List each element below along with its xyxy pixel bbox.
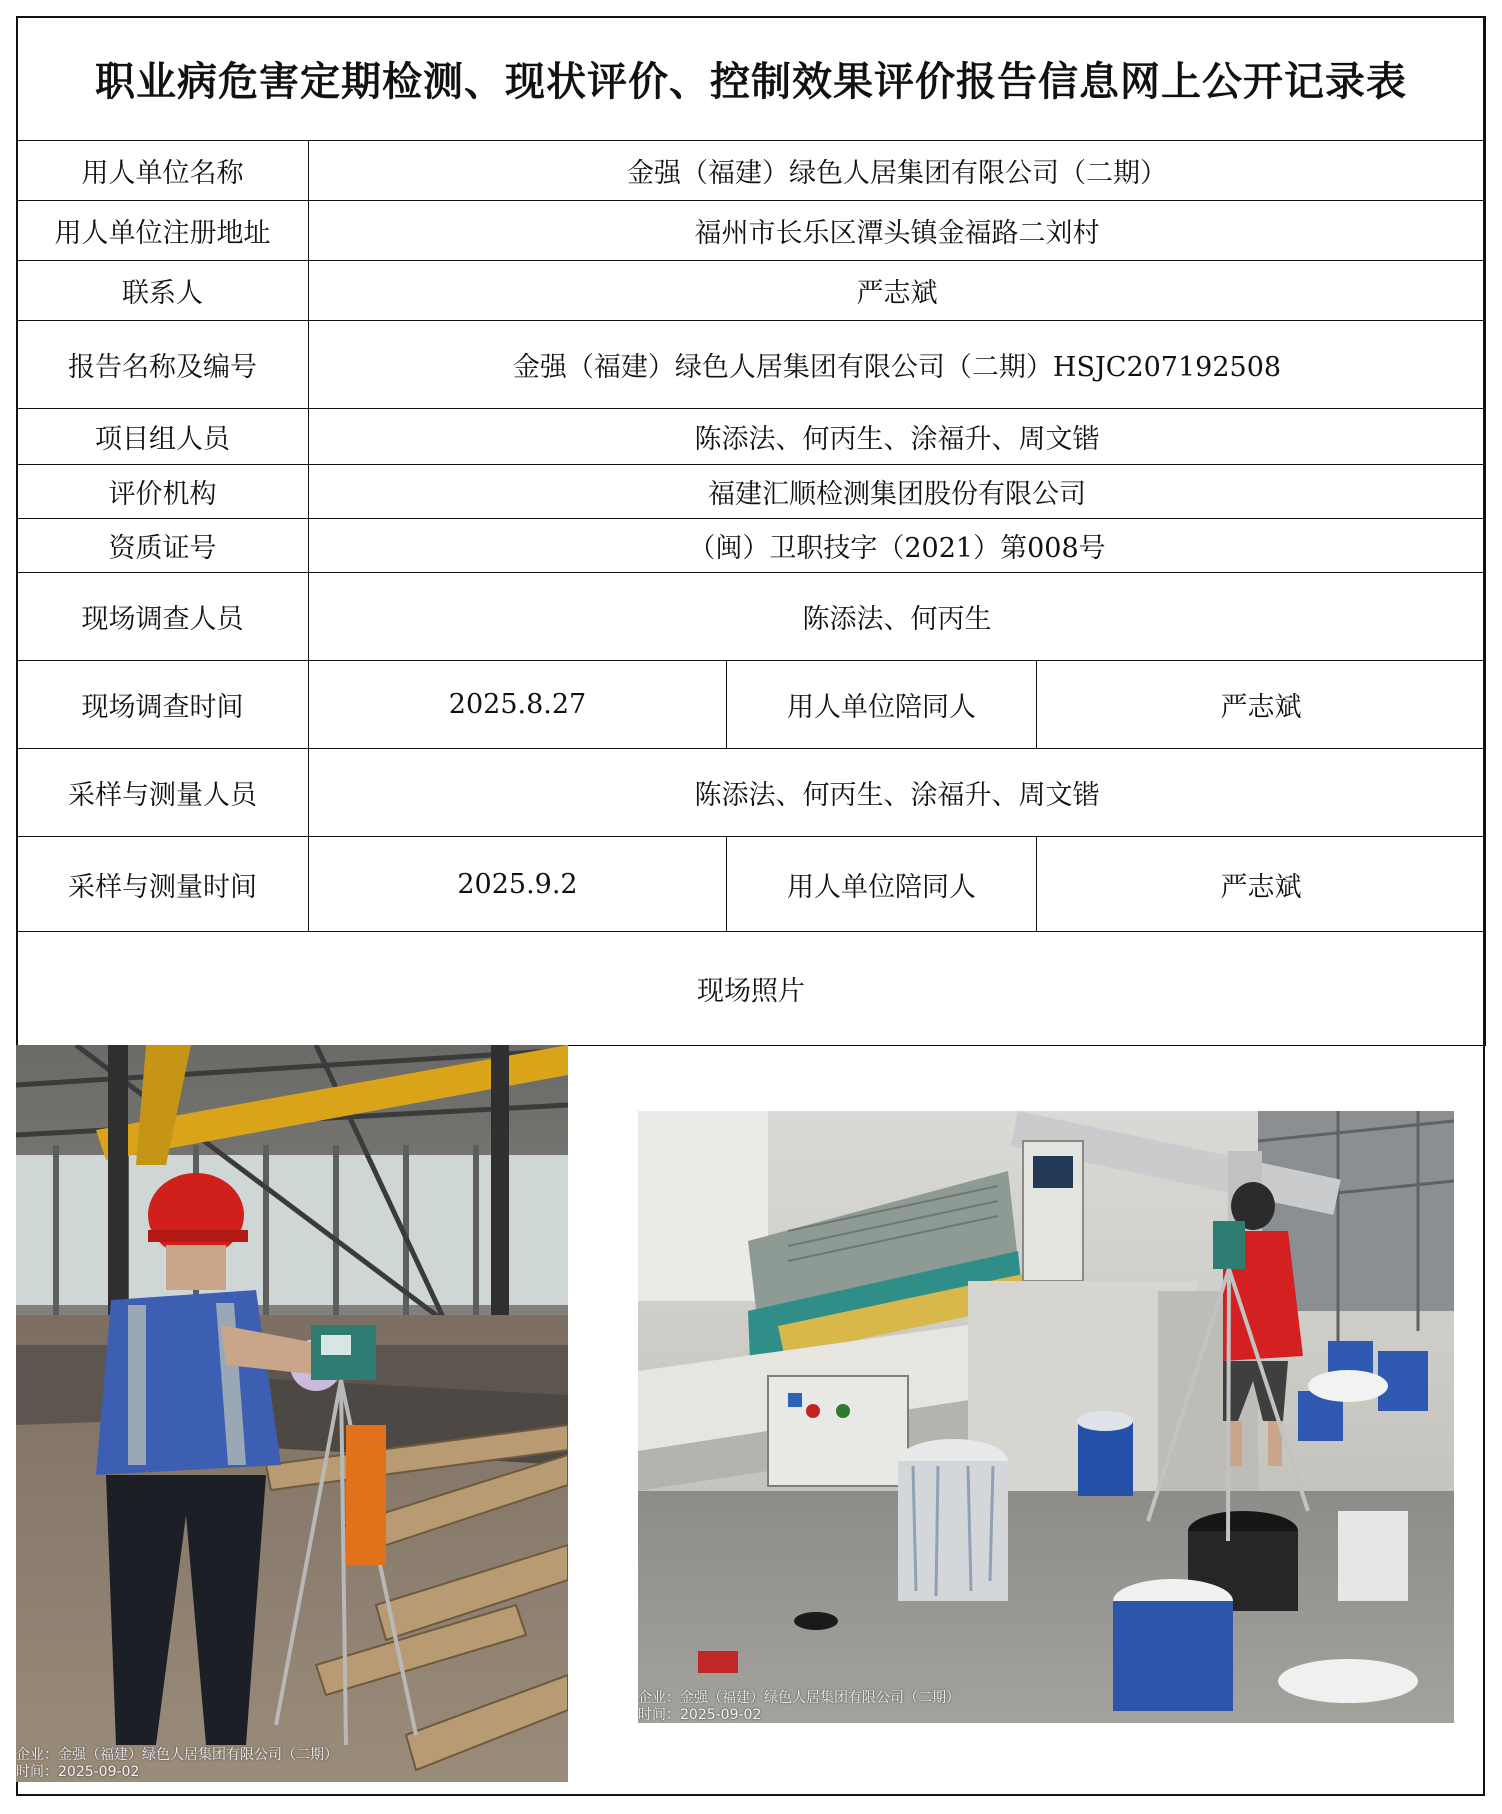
address-label: 用人单位注册地址	[17, 201, 309, 261]
row-survey-staff	[17, 573, 1486, 661]
row-address	[17, 201, 1486, 261]
row-cert	[17, 519, 1486, 573]
cert-value: （闽）卫职技字（2021）第008号	[309, 519, 1486, 573]
site-photo-welding	[16, 1045, 568, 1782]
report-value: 金强（福建）绿色人居集团有限公司（二期）HSJC207192508	[309, 321, 1486, 409]
survey-staff-label: 现场调查人员	[17, 573, 309, 661]
record-table	[16, 16, 1486, 1046]
address-value: 福州市长乐区潭头镇金福路二刘村	[309, 201, 1486, 261]
agency-value: 福建汇顺检测集团股份有限公司	[309, 465, 1486, 519]
site-photo-coating-line-image	[638, 1111, 1454, 1723]
row-sampling-time	[17, 837, 1486, 932]
photos-heading: 现场照片	[17, 932, 1486, 1046]
sampling-staff-value: 陈添法、何丙生、涂福升、周文锴	[309, 749, 1486, 837]
sampling-time-label: 采样与测量时间	[17, 837, 309, 932]
survey-companion-value: 严志斌	[1037, 661, 1486, 749]
employer-name-label: 用人单位名称	[17, 141, 309, 201]
row-contact	[17, 261, 1486, 321]
row-team	[17, 409, 1486, 465]
sampling-companion-label: 用人单位陪同人	[727, 837, 1037, 932]
row-survey-time	[17, 661, 1486, 749]
contact-label: 联系人	[17, 261, 309, 321]
sampling-companion-value: 严志斌	[1037, 837, 1486, 932]
site-photo-coating-line	[638, 1111, 1454, 1723]
photo-watermark-time: 时间：2025-09-02	[638, 1707, 762, 1723]
row-agency	[17, 465, 1486, 519]
employer-name-value: 金强（福建）绿色人居集团有限公司（二期）	[309, 141, 1486, 201]
sampling-time-value: 2025.9.2	[309, 837, 727, 932]
survey-staff-value: 陈添法、何丙生	[309, 573, 1486, 661]
row-sampling-staff	[17, 749, 1486, 837]
survey-time-label: 现场调查时间	[17, 661, 309, 749]
photo-watermark-time: 时间：2025-09-02	[16, 1764, 140, 1780]
report-label: 报告名称及编号	[17, 321, 309, 409]
page-title: 职业病危害定期检测、现状评价、控制效果评价报告信息网上公开记录表	[17, 17, 1486, 141]
sampling-staff-label: 采样与测量人员	[17, 749, 309, 837]
photo-watermark-company: 企业：金强（福建）绿色人居集团有限公司（二期）	[16, 1747, 338, 1763]
photo-watermark-company: 企业：金强（福建）绿色人居集团有限公司（二期）	[638, 1690, 960, 1706]
photos-area	[16, 1045, 1485, 1796]
survey-companion-label: 用人单位陪同人	[727, 661, 1037, 749]
row-report	[17, 321, 1486, 409]
contact-value: 严志斌	[309, 261, 1486, 321]
team-label: 项目组人员	[17, 409, 309, 465]
team-value: 陈添法、何丙生、涂福升、周文锴	[309, 409, 1486, 465]
site-photo-welding-image	[16, 1045, 568, 1782]
row-employer-name	[17, 141, 1486, 201]
row-photos-heading	[17, 932, 1486, 1046]
cert-label: 资质证号	[17, 519, 309, 573]
agency-label: 评价机构	[17, 465, 309, 519]
survey-time-value: 2025.8.27	[309, 661, 727, 749]
